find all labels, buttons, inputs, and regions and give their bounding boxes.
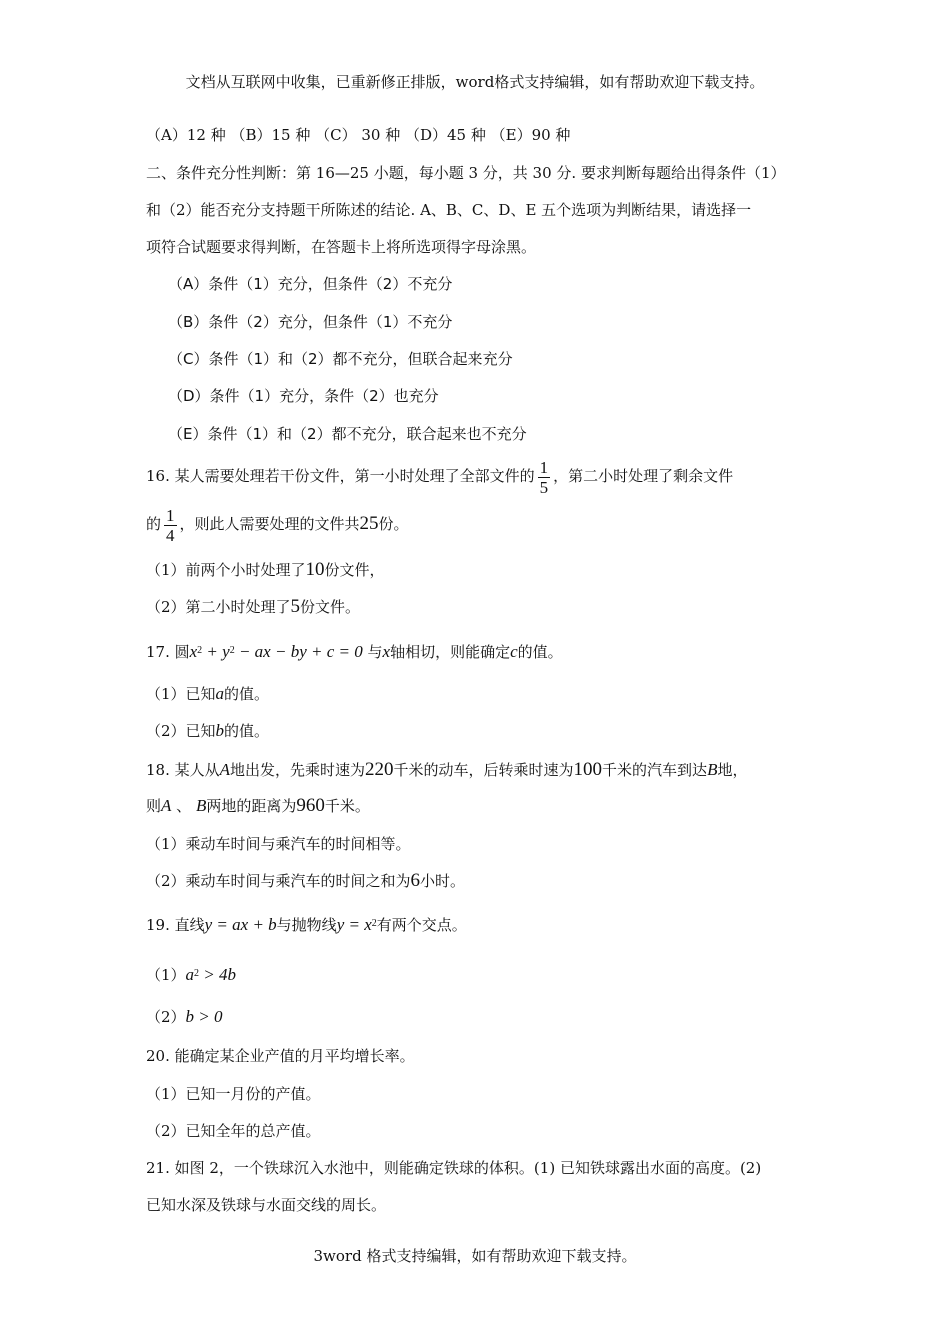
q20-condition-2: （2）已知全年的总产值。	[146, 1122, 321, 1140]
judgment-option-a: （A）条件（1）充分，但条件（2）不充分	[168, 275, 453, 293]
q19-stem: 19. 直线y = ax + b与抛物线$y = x^2$有两个交点。	[146, 915, 467, 934]
page-header: 文档从互联网中收集，已重新修正排版，word格式支持编辑，如有帮助欢迎下载支持。	[185, 73, 765, 91]
q18-stem-line1: 18. 某人从A地出发，先乘时速为220千米的动车，后转乘时速为100千米的汽车到达B地，	[146, 759, 748, 780]
judgment-option-c: （C）条件（1）和（2）都不充分，但联合起来充分	[168, 350, 513, 368]
q15-options: （A）12 种 （B）15 种 （C） 30 种 （D）45 种 （E）90 种	[146, 126, 571, 144]
q20-condition-1: （1）已知一月份的产值。	[146, 1085, 321, 1103]
judgment-option-d: （D）条件（1）充分，条件（2）也充分	[168, 387, 439, 405]
section2-line3: 项符合试题要求得判断，在答题卡上将所选项得字母涂黑。	[146, 238, 537, 256]
q21-line2: 已知水深及铁球与水面交线的周长。	[146, 1196, 387, 1214]
q16-stem-line2: 的 $\frac{1}{4}$ ，则此人需要处理的文件共25份。	[146, 505, 409, 545]
q17-condition-1: （1）已知a的值。	[146, 684, 270, 703]
q18-stem-line2: 则A 、 B两地的距离为960千米。	[146, 795, 370, 816]
judgment-option-b: （B）条件（2）充分，但条件（1）不充分	[168, 313, 453, 331]
q18-condition-1: （1）乘动车时间与乘汽车的时间相等。	[146, 835, 411, 853]
q16-stem-line1: 16. 某人需要处理若干份文件，第一小时处理了全部文件的 $\frac{1}{5}$ ，第二小时处理了剩余文件	[146, 457, 734, 497]
q19-condition-2: （2）b > 0	[146, 1007, 223, 1026]
q17-condition-2: （2）已知b的值。	[146, 721, 270, 740]
q20-stem: 20. 能确定某企业产值的月平均增长率。	[146, 1047, 415, 1065]
section2-line1: 二、条件充分性判断：第 16—25 小题，每小题 3 分，共 30 分. 要求判断每题给出得条件（1）	[146, 164, 786, 182]
fraction-one-fourth: $\frac{1}{4}$	[166, 505, 175, 545]
page-footer: 3word 格式支持编辑，如有帮助欢迎下载支持。	[313, 1247, 637, 1265]
q16-condition-1: （1）前两个小时处理了10份文件，	[146, 559, 385, 580]
q17-stem: 17. 圆$x^2 + y^2$ − ax − by + c = 0 与x轴相切，则能确定c的值。	[146, 642, 563, 661]
q19-condition-1: $(1)a^2 > 4b$	[146, 965, 237, 984]
q21-line1: 21. 如图 2，一个铁球沉入水池中，则能确定铁球的体积。(1) 已知铁球露出水面的高度。(2)	[146, 1159, 762, 1177]
section2-line2: 和（2）能否充分支持题干所陈述的结论. A、B、C、D、E 五个选项为判断结果，请选择一	[146, 201, 752, 219]
judgment-option-e: （E）条件（1）和（2）都不充分，联合起来也不充分	[168, 425, 527, 443]
q18-condition-2: （2）乘动车时间与乘汽车的时间之和为6小时。	[146, 870, 466, 891]
q16-condition-2: （2）第二小时处理了5份文件。	[146, 596, 361, 617]
fraction-one-fifth: $\frac{1}{5}$	[539, 457, 549, 497]
